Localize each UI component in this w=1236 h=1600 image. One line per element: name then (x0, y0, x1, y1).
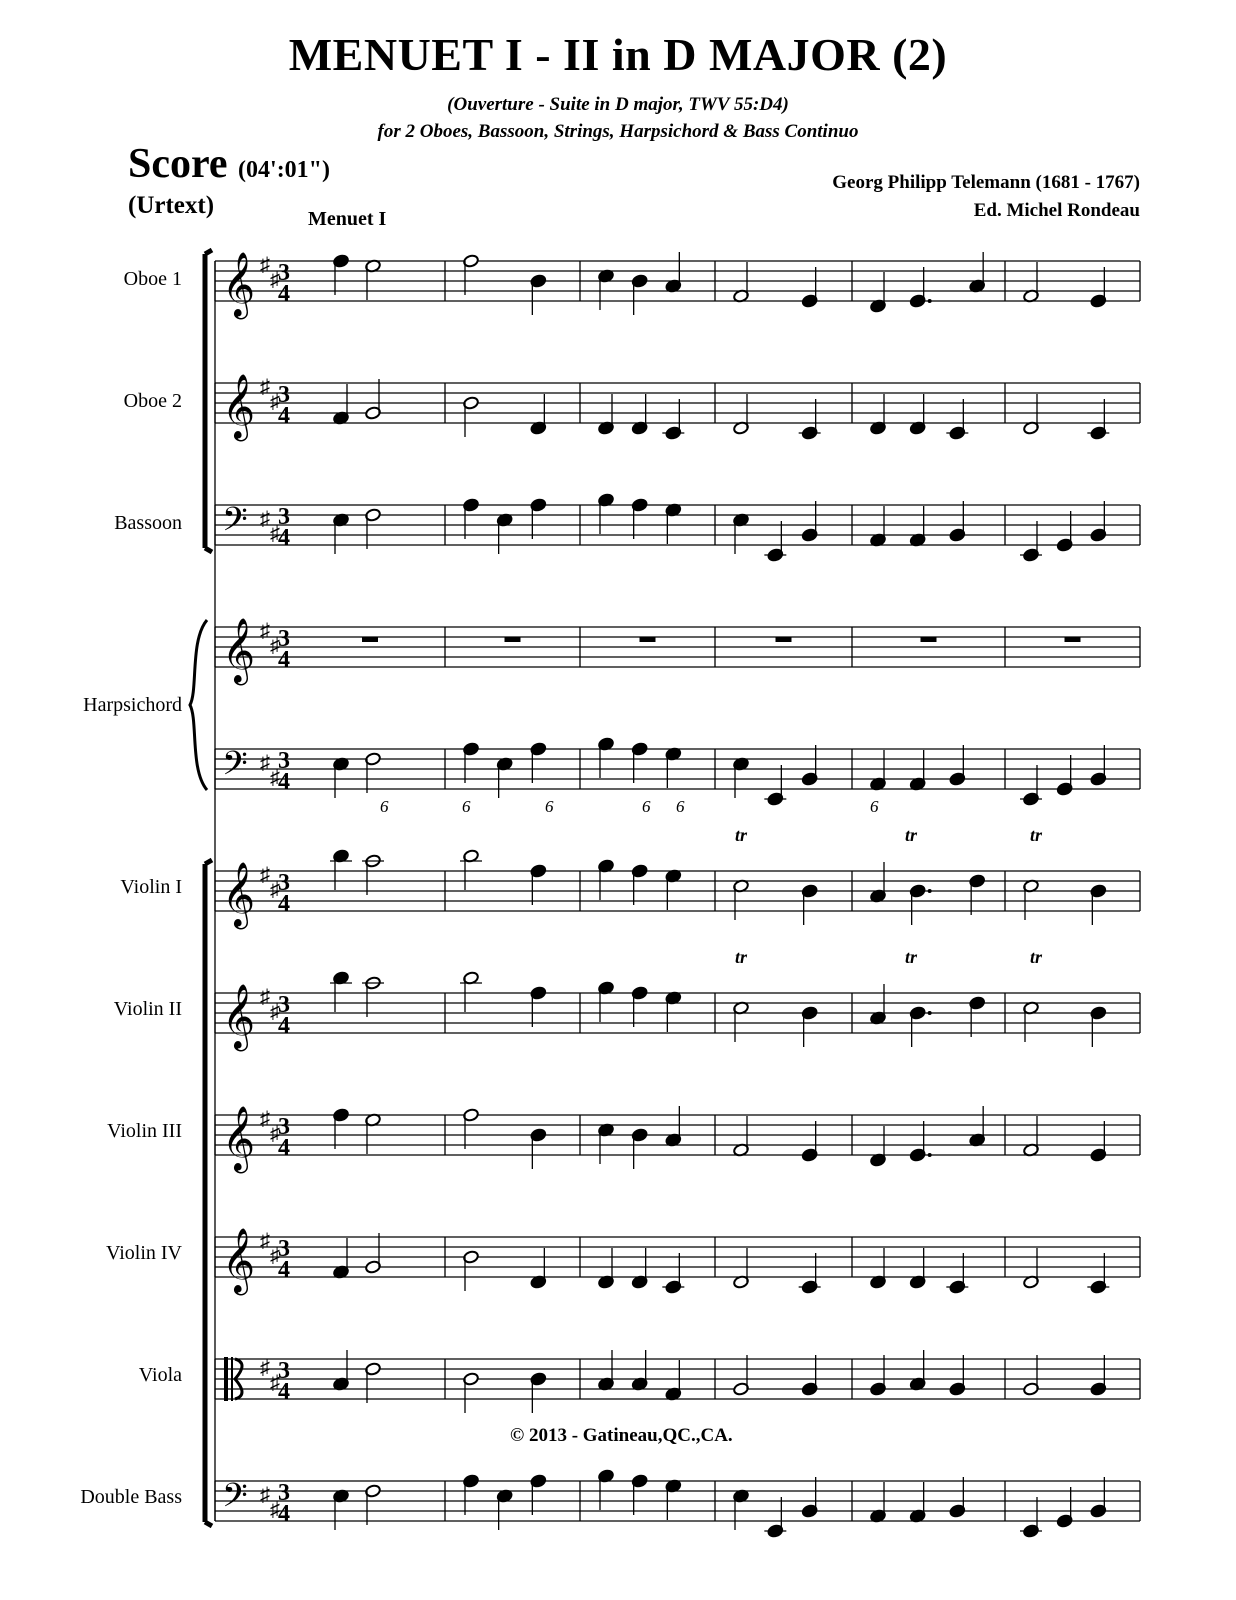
sharp-icon: ♯ (270, 523, 280, 545)
time-sig-bottom: 4 (278, 1501, 290, 1527)
time-sig-top: 3 (278, 748, 290, 774)
sharp-icon: ♯ (270, 635, 280, 657)
whole-rest-icon (640, 637, 656, 642)
sharp-icon: ♯ (260, 864, 270, 886)
sharp-icon: ♯ (260, 1484, 270, 1506)
dot (928, 299, 932, 303)
editor: Ed. Michel Rondeau (973, 200, 1140, 221)
instrument-label: Harpsichord (83, 694, 182, 716)
whole-rest-icon (505, 637, 521, 642)
figured-bass-figure: 6 (676, 797, 685, 816)
time-sig-top: 3 (278, 1480, 290, 1506)
figured-bass-figure: 6 (462, 797, 471, 816)
page-title: MENUET I - II in D MAJOR (2) (288, 29, 948, 80)
sharp-icon: ♯ (270, 391, 280, 413)
whole-rest-icon (362, 637, 378, 642)
time-sig-bottom: 4 (278, 1379, 290, 1405)
sharp-icon: ♯ (260, 752, 270, 774)
duration: (04':01") (238, 157, 330, 183)
sharp-icon: ♯ (260, 986, 270, 1008)
dot (928, 889, 932, 893)
instrument-label: Violin I (120, 876, 182, 898)
instrument-label: Violin II (113, 998, 182, 1020)
sharp-icon: ♯ (270, 1123, 280, 1145)
system-bracket (205, 250, 212, 552)
trill-mark: tr (735, 947, 748, 967)
figured-bass-figure: 6 (545, 797, 554, 816)
time-sig-top: 3 (278, 992, 290, 1018)
treble-clef-icon: 𝄞 (222, 862, 256, 927)
bass-clef-icon: 𝄢 (222, 501, 248, 547)
whole-rest-icon (776, 637, 792, 642)
subtitle-instrumentation: for 2 Oboes, Bassoon, Strings, Harpsichord & Bass Continuo (377, 121, 859, 142)
treble-clef-icon: 𝄞 (222, 1228, 256, 1293)
instrument-label: Viola (138, 1364, 182, 1386)
trill-mark: tr (1030, 825, 1043, 845)
system-bracket (205, 860, 212, 1526)
dot (928, 1153, 932, 1157)
instrument-label: Double Bass (80, 1486, 182, 1508)
sharp-icon: ♯ (270, 1372, 280, 1394)
treble-clef-icon: 𝄞 (222, 252, 256, 317)
sharp-icon: ♯ (260, 254, 270, 276)
piano-brace (190, 620, 207, 790)
sharp-icon: ♯ (260, 508, 270, 530)
time-sig-top: 3 (278, 626, 290, 652)
instrument-label: Oboe 2 (123, 390, 182, 412)
alto-clef-icon (231, 1357, 233, 1401)
time-sig-bottom: 4 (278, 647, 290, 673)
trill-mark: tr (1030, 947, 1043, 967)
instrument-label: Violin III (107, 1120, 182, 1142)
trill-mark: tr (905, 825, 918, 845)
whole-rest-icon (921, 637, 937, 642)
sharp-icon: ♯ (260, 1357, 270, 1379)
time-sig-top: 3 (278, 382, 290, 408)
time-sig-top: 3 (278, 870, 290, 896)
movement-title: Menuet I (308, 208, 387, 230)
time-sig-top: 3 (278, 1358, 290, 1384)
figured-bass-figure: 6 (870, 797, 879, 816)
sharp-icon: ♯ (270, 1001, 280, 1023)
sharp-icon: ♯ (260, 1230, 270, 1252)
dot (928, 1011, 932, 1015)
time-sig-top: 3 (278, 1114, 290, 1140)
alto-clef-icon (224, 1357, 228, 1401)
time-sig-bottom: 4 (278, 1135, 290, 1161)
sharp-icon: ♯ (270, 767, 280, 789)
sharp-icon: ♯ (260, 376, 270, 398)
time-sig-bottom: 4 (278, 1013, 290, 1039)
sharp-icon: ♯ (260, 1108, 270, 1130)
subtitle-work: (Ouverture - Suite in D major, TWV 55:D4) (447, 94, 789, 115)
time-sig-top: 3 (278, 260, 290, 286)
sharp-icon: ♯ (270, 1499, 280, 1521)
time-sig-bottom: 4 (278, 403, 290, 429)
score-word: Score (128, 141, 228, 187)
sharp-icon: ♯ (270, 269, 280, 291)
time-sig-top: 3 (278, 504, 290, 530)
sharp-icon: ♯ (260, 620, 270, 642)
time-sig-bottom: 4 (278, 891, 290, 917)
treble-clef-icon: 𝄞 (222, 984, 256, 1049)
trill-mark: tr (735, 825, 748, 845)
urtext-label: (Urtext) (128, 192, 215, 219)
bass-clef-icon: 𝄢 (222, 1477, 248, 1523)
time-sig-bottom: 4 (278, 281, 290, 307)
treble-clef-icon: 𝄞 (222, 374, 256, 439)
sharp-icon: ♯ (270, 1245, 280, 1267)
time-sig-top: 3 (278, 1236, 290, 1262)
whole-rest-icon (1065, 637, 1081, 642)
instrument-label: Violin IV (105, 1242, 182, 1264)
figured-bass-figure: 6 (380, 797, 389, 816)
instrument-label: Oboe 1 (123, 268, 182, 290)
composer: Georg Philipp Telemann (1681 - 1767) (832, 172, 1140, 193)
instrument-label: Bassoon (114, 512, 182, 534)
figured-bass-figure: 6 (642, 797, 651, 816)
treble-clef-icon: 𝄞 (222, 618, 256, 683)
time-sig-bottom: 4 (278, 525, 290, 551)
copyright: © 2013 - Gatineau,QC.,CA. (510, 1425, 733, 1446)
trill-mark: tr (905, 947, 918, 967)
sharp-icon: ♯ (270, 879, 280, 901)
treble-clef-icon: 𝄞 (222, 1106, 256, 1171)
time-sig-bottom: 4 (278, 1257, 290, 1283)
time-sig-bottom: 4 (278, 769, 290, 795)
bass-clef-icon: 𝄢 (222, 745, 248, 791)
